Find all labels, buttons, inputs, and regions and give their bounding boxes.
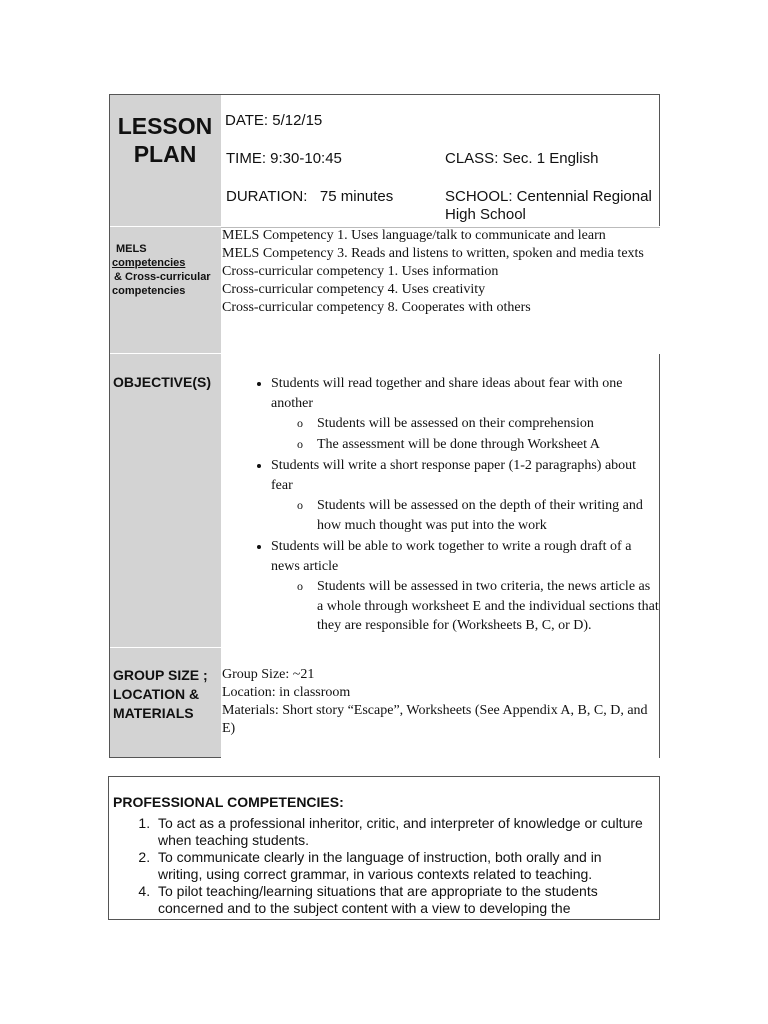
group-details [222,666,658,738]
assessment-item: o The assessment will be done through Worksheet A [317,435,659,455]
competency-item: MELS Competency 1. Uses language/talk to communicate and learn [222,228,606,243]
competency-item: Cross-curricular competency 4. Uses creativity [222,282,486,297]
competency-item: MELS Competency 3. Reads and listens to written, spoken and media texts [222,246,644,261]
materials: Materials: Short story “Escape”, Worksheets (See Appendix A, B, C, D, and E) [222,703,648,736]
table-left-border [109,94,110,758]
table-bottom-border [109,757,221,758]
class-field: CLASS: Sec. 1 English [445,150,599,167]
table-right-border [659,94,660,226]
location: Location: in classroom [222,685,351,700]
time-field: TIME: 9:30-10:45 [226,150,342,167]
objectives-list [225,374,659,638]
competency-item: Cross-curricular competency 1. Uses information [222,264,499,279]
professional-competency-item: 1. To act as a professional inheritor, critic, and interpreter of knowledge or culture when teaching students. [154,815,649,849]
group-location-materials-label: GROUP SIZE ; LOCATION & MATERIALS [113,667,208,721]
competency-item: Cross-curricular competency 8. Cooperates with others [222,300,531,315]
table-right-border-lower [659,354,660,758]
objectives-label: OBJECTIVE(S) [113,374,212,390]
assessment-item: o Students will be assessed in two criteria, the news article as a whole through worksheet E and the individual sections that they are responsible for (Worksheets B, C, or D). [317,577,659,636]
professional-competency-item: 2. To communicate clearly in the language of instruction, both orally and in writing, using correct grammar, in various contexts related to teaching. [154,849,649,883]
lesson-plan-table [109,94,660,758]
assessment-item: o Students will be assessed on their comprehension [317,414,659,434]
objectives-label-cell [109,354,221,647]
date-field: DATE: 5/12/15 [225,112,323,129]
objective-item: • Students will be able to work together to write a rough draft of a news article o Students will be assessed in two criteria, the news article as a whole through worksheet E and the individual sections that they are responsible for (Worksheets B, C, or D). [271,537,659,636]
objective-item: • Students will write a short response paper (1-2 paragraphs) about fear o Students will be assessed on the depth of their writing and how much thought was put into the work [271,456,659,535]
professional-competency-item: 4. To pilot teaching/learning situations that are appropriate to the students concerned and to the subject content with a view to developing the [154,883,649,917]
group-size: Group Size: ~21 [222,667,315,682]
objective-item: • Students will read together and share ideas about fear with one another o Students will be assessed on their comprehension o The assessment will be done through Worksheet A [271,374,659,454]
competencies-list [222,227,657,317]
competencies-label: MELS competencies & Cross-curricular competencies [112,243,211,297]
school-field: SCHOOL: Centennial Regional High School [445,188,652,223]
lesson-plan-title: LESSON PLAN [117,113,213,167]
assessment-item: o Students will be assessed on the depth of their writing and how much thought was put into the work [317,496,659,535]
professional-competencies-title: PROFESSIONAL COMPETENCIES: [113,794,344,810]
duration-field: DURATION: 75 minutes [226,188,394,205]
professional-competencies-box [108,776,660,920]
table-top-border [109,94,660,95]
